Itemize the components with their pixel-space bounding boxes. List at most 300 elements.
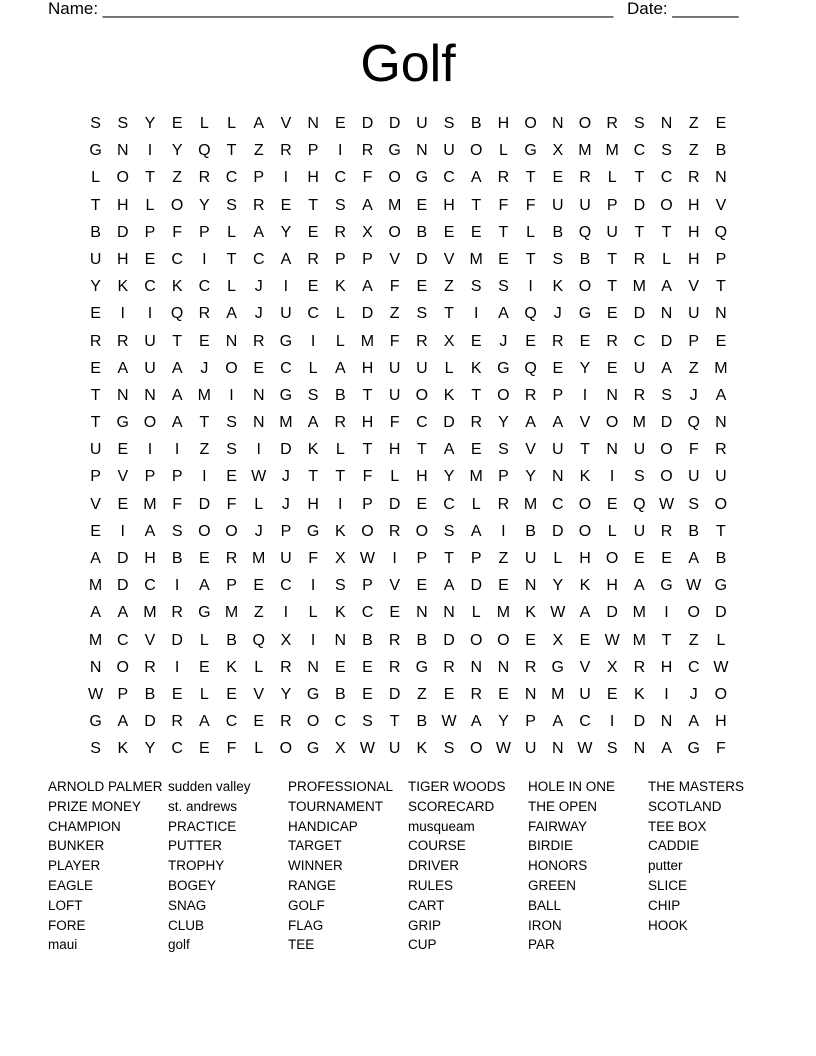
word-bank-item xyxy=(648,935,768,955)
grid-letter: E xyxy=(389,604,400,622)
grid-letter: W xyxy=(713,658,729,676)
grid-letter: D xyxy=(633,305,646,323)
grid-letter: I xyxy=(229,386,234,404)
grid-letter: C xyxy=(280,359,292,377)
word-bank-item: PUTTER xyxy=(168,838,222,854)
grid-letter: R xyxy=(524,386,537,404)
grid-letter: D xyxy=(606,604,618,622)
grid-letter: R xyxy=(198,305,211,323)
grid-letter: O xyxy=(605,550,619,567)
grid-letter: A xyxy=(253,115,265,132)
grid-letter: M xyxy=(632,631,646,649)
grid-letter: N xyxy=(416,142,428,160)
grid-letter: R xyxy=(633,658,646,676)
grid-letter: E xyxy=(199,332,210,350)
grid-letter: A xyxy=(552,414,564,432)
grid-letter: F xyxy=(362,468,373,486)
grid-letter: C xyxy=(579,713,591,731)
word-bank-item: IRON xyxy=(528,917,562,933)
grid-letter: T xyxy=(525,169,536,187)
grid-letter: S xyxy=(470,278,482,296)
grid-letter: G xyxy=(415,658,429,676)
word-bank-item: FORE xyxy=(48,917,86,933)
grid-letter: Y xyxy=(443,468,455,486)
grid-letter: O xyxy=(143,414,157,432)
word-bank-item: TEE BOX xyxy=(648,818,707,834)
grid-letter: W xyxy=(577,740,593,758)
grid-letter: G xyxy=(279,386,293,404)
grid-letter: H xyxy=(416,468,428,486)
grid-letter: X xyxy=(443,332,455,350)
grid-letter: T xyxy=(498,223,509,241)
grid-letter: C xyxy=(334,169,347,187)
grid-letter: F xyxy=(389,278,400,296)
grid-letter: O xyxy=(198,522,211,540)
grid-letter: E xyxy=(199,740,210,758)
grid-letter: B xyxy=(579,250,591,268)
grid-letter: A xyxy=(443,441,455,459)
grid-letter: P xyxy=(199,223,210,241)
word-bank-item: FAIRWAY xyxy=(528,818,588,834)
grid-letter: S xyxy=(498,441,509,459)
grid-letter: D xyxy=(443,414,455,432)
grid-letter: U xyxy=(552,196,564,214)
word-bank-item: RANGE xyxy=(288,877,337,893)
word-bank-item: sudden valley xyxy=(168,779,251,794)
grid-letter: Y xyxy=(144,115,156,132)
word-bank-item: musqueam xyxy=(408,818,475,834)
grid-letter: S xyxy=(443,740,455,758)
grid-letter: I xyxy=(392,550,397,567)
word-bank-item: CHIP xyxy=(648,897,681,913)
grid-letter: W xyxy=(686,577,702,595)
grid-letter: Y xyxy=(90,278,101,296)
grid-letter: C xyxy=(660,169,673,187)
grid-letter: E xyxy=(117,495,129,513)
grid-letter: R xyxy=(388,631,401,649)
grid-letter: S xyxy=(90,740,101,758)
grid-letter: S xyxy=(226,196,237,214)
grid-letter: Y xyxy=(280,223,292,241)
grid-letter: R xyxy=(687,169,700,187)
grid-letter: C xyxy=(552,495,564,513)
grid-letter: P xyxy=(416,550,428,567)
grid-letter: B xyxy=(416,713,428,731)
grid-letter: T xyxy=(362,441,373,459)
grid-letter: T xyxy=(716,522,726,540)
grid-letter: E xyxy=(606,305,618,323)
grid-letter: G xyxy=(89,713,102,731)
grid-letter: D xyxy=(280,441,292,459)
grid-letter: A xyxy=(715,386,727,404)
grid-letter: O xyxy=(116,169,129,187)
grid-letter: T xyxy=(661,223,672,241)
grid-letter: A xyxy=(199,577,210,595)
grid-letter: K xyxy=(334,522,346,540)
grid-letter: U xyxy=(280,305,292,323)
grid-letter: G xyxy=(551,658,564,676)
grid-letter: M xyxy=(224,604,239,622)
grid-letter: E xyxy=(606,685,618,703)
grid-letter: L xyxy=(227,223,236,241)
word-bank-item: LOFT xyxy=(48,897,83,913)
grid-letter: A xyxy=(144,522,156,540)
grid-letter: D xyxy=(660,332,673,350)
grid-letter: I xyxy=(202,468,207,486)
grid-letter: F xyxy=(389,414,400,432)
grid-letter: Z xyxy=(444,278,454,296)
grid-letter: M xyxy=(496,604,511,622)
grid-letter: L xyxy=(254,495,264,513)
grid-letter: N xyxy=(606,386,618,404)
grid-letter: V xyxy=(389,577,400,595)
grid-letter: E xyxy=(443,685,455,703)
grid-letter: E xyxy=(199,550,210,567)
grid-letter: E xyxy=(199,658,210,676)
grid-letter: X xyxy=(552,631,564,649)
grid-letter: U xyxy=(388,359,401,377)
grid-letter: E xyxy=(552,169,564,187)
grid-letter: R xyxy=(660,522,673,540)
grid-letter: N xyxy=(524,577,537,595)
grid-letter: Z xyxy=(688,115,699,132)
grid-letter: C xyxy=(252,250,265,268)
grid-letter: T xyxy=(716,278,726,296)
grid-letter: V xyxy=(579,658,591,676)
grid-letter: M xyxy=(360,332,375,350)
grid-letter: H xyxy=(361,414,374,432)
grid-letter: D xyxy=(117,550,129,567)
grid-letter: N xyxy=(715,414,727,432)
grid-letter: G xyxy=(714,577,728,595)
word-bank-item: RULES xyxy=(408,877,454,893)
grid-letter: M xyxy=(279,414,293,432)
grid-letter: H xyxy=(307,495,319,513)
grid-letter: R xyxy=(334,414,347,432)
grid-letter: G xyxy=(578,305,592,323)
word-bank-item: CUP xyxy=(408,937,437,953)
grid-letter: P xyxy=(362,495,373,513)
grid-letter: R xyxy=(416,332,428,350)
grid-letter: I xyxy=(283,278,289,296)
grid-letter: E xyxy=(443,223,455,241)
grid-letter: T xyxy=(199,414,210,432)
grid-letter: R xyxy=(443,658,455,676)
grid-letter: R xyxy=(633,386,646,404)
grid-letter: P xyxy=(144,468,156,486)
word-bank-item: HOOK xyxy=(648,917,688,933)
grid-letter: J xyxy=(689,386,698,404)
grid-letter: I xyxy=(338,495,343,513)
grid-letter: T xyxy=(335,468,346,486)
grid-letter: W xyxy=(495,740,511,758)
grid-letter: K xyxy=(334,604,346,622)
grid-letter: O xyxy=(687,604,700,622)
grid-letter: Q xyxy=(170,305,184,323)
grid-letter: E xyxy=(416,495,428,513)
word-bank-item: BALL xyxy=(528,897,562,913)
grid-letter: Q xyxy=(524,359,537,377)
grid-letter: D xyxy=(388,685,401,703)
grid-letter: M xyxy=(143,495,157,513)
grid-letter: R xyxy=(552,332,564,350)
grid-letter: Y xyxy=(144,740,156,758)
grid-letter: O xyxy=(714,685,728,703)
grid-letter: Y xyxy=(171,142,183,160)
grid-letter: G xyxy=(306,685,320,703)
grid-letter: E xyxy=(226,468,237,486)
grid-letter: E xyxy=(416,278,428,296)
grid-letter: D xyxy=(388,115,401,132)
grid-letter: M xyxy=(143,604,157,622)
grid-letter: T xyxy=(226,142,237,160)
grid-letter: E xyxy=(171,115,183,132)
grid-letter: P xyxy=(688,332,700,350)
grid-letter: K xyxy=(443,386,455,404)
word-bank-item: FLAG xyxy=(288,917,324,933)
grid-letter: T xyxy=(444,305,454,323)
grid-letter: C xyxy=(633,142,646,160)
grid-letter: T xyxy=(580,441,590,459)
word-bank-item: HOLE IN ONE xyxy=(528,779,616,794)
grid-letter: H xyxy=(443,196,455,214)
grid-letter: S xyxy=(552,250,564,268)
grid-letter: Z xyxy=(253,604,264,622)
grid-letter: X xyxy=(552,142,564,160)
word-bank-item: st. andrews xyxy=(168,798,238,814)
grid-letter: S xyxy=(226,414,237,432)
grid-letter: E xyxy=(171,685,183,703)
grid-letter: X xyxy=(362,223,373,241)
grid-letter: V xyxy=(253,685,265,703)
grid-letter: L xyxy=(390,468,400,486)
grid-letter: O xyxy=(524,115,537,132)
grid-letter: U xyxy=(416,359,428,377)
grid-letter: F xyxy=(172,223,183,241)
grid-letter: I xyxy=(609,468,615,486)
grid-letter: N xyxy=(307,658,319,676)
grid-letter: R xyxy=(361,142,374,160)
grid-letter: S xyxy=(443,115,455,132)
grid-letter: L xyxy=(91,169,101,187)
grid-letter: A xyxy=(634,577,645,595)
grid-letter: K xyxy=(117,278,129,296)
grid-letter: V xyxy=(688,278,700,296)
grid-letter: B xyxy=(470,115,482,132)
word-bank-item: GREEN xyxy=(528,877,577,893)
grid-letter: Z xyxy=(199,441,210,459)
grid-letter: N xyxy=(552,740,564,758)
word-bank-item: SCORECARD xyxy=(408,798,495,814)
grid-letter: T xyxy=(389,713,400,731)
grid-letter: N xyxy=(416,604,428,622)
word-bank-item: HONORS xyxy=(528,858,588,874)
grid-letter: T xyxy=(607,278,618,296)
grid-letter: N xyxy=(252,414,265,432)
grid-letter: O xyxy=(469,631,483,649)
grid-letter: O xyxy=(605,414,619,432)
grid-letter: D xyxy=(117,223,129,241)
grid-letter: O xyxy=(497,631,510,649)
grid-letter: H xyxy=(388,441,401,459)
grid-letter: T xyxy=(634,223,645,241)
grid-letter: C xyxy=(307,305,319,323)
grid-letter: L xyxy=(199,115,209,132)
grid-letter: V xyxy=(90,495,101,513)
word-bank-item: THE MASTERS xyxy=(648,779,745,794)
grid-letter: A xyxy=(498,305,509,323)
grid-letter: U xyxy=(144,359,156,377)
grid-letter: A xyxy=(199,713,210,731)
grid-letter: J xyxy=(254,305,263,323)
grid-letter: B xyxy=(171,550,183,567)
word-bank-item: BUNKER xyxy=(48,838,105,854)
grid-letter: F xyxy=(226,740,237,758)
word-bank-item: TIGER WOODS xyxy=(408,779,506,794)
grid-letter: E xyxy=(552,359,564,377)
grid-letter: S xyxy=(443,522,455,540)
grid-letter: U xyxy=(633,522,646,540)
grid-letter: R xyxy=(198,169,211,187)
grid-letter: R xyxy=(497,169,510,187)
grid-letter: H xyxy=(117,196,129,214)
grid-letter: F xyxy=(498,196,509,214)
grid-letter: Q xyxy=(252,631,265,649)
word-bank-item: THE OPEN xyxy=(528,798,598,814)
grid-letter: E xyxy=(362,685,373,703)
grid-letter: D xyxy=(715,604,727,622)
grid-letter: E xyxy=(715,115,727,132)
grid-letter: E xyxy=(634,550,645,567)
grid-letter: L xyxy=(308,359,318,377)
grid-letter: P xyxy=(470,550,482,567)
grid-letter: D xyxy=(144,713,156,731)
grid-letter: T xyxy=(471,196,482,214)
grid-letter: E xyxy=(307,278,319,296)
grid-letter: I xyxy=(310,577,316,595)
grid-letter: W xyxy=(550,604,566,622)
grid-letter: J xyxy=(553,305,562,323)
grid-letter: O xyxy=(306,713,320,731)
grid-letter: P xyxy=(552,386,564,404)
grid-letter: B xyxy=(144,685,156,703)
grid-letter: E xyxy=(498,685,509,703)
grid-letter: D xyxy=(171,631,183,649)
grid-letter: N xyxy=(252,386,265,404)
grid-letter: P xyxy=(498,468,509,486)
grid-letter: P xyxy=(226,577,237,595)
grid-letter: E xyxy=(606,495,618,513)
grid-letter: P xyxy=(525,713,536,731)
grid-letter: I xyxy=(202,250,207,268)
grid-letter: C xyxy=(225,713,238,731)
grid-letter: A xyxy=(661,278,672,296)
grid-letter: R xyxy=(117,332,129,350)
grid-letter: D xyxy=(443,631,455,649)
grid-letter: L xyxy=(607,522,617,540)
word-bank-item: ARNOLD PALMER xyxy=(48,779,163,794)
grid-letter: E xyxy=(90,359,101,377)
grid-letter: O xyxy=(415,386,429,404)
word-bank-item: PROFESSIONAL xyxy=(288,779,394,794)
grid-letter: E xyxy=(253,577,265,595)
grid-letter: V xyxy=(715,196,727,214)
grid-letter: S xyxy=(606,740,618,758)
grid-letter: G xyxy=(415,169,429,187)
grid-letter: M xyxy=(88,631,103,649)
grid-letter: N xyxy=(307,115,319,132)
grid-letter: O xyxy=(170,196,184,214)
grid-letter: P xyxy=(280,522,292,540)
grid-letter: W xyxy=(604,631,620,649)
word-bank-item: TEE xyxy=(288,937,315,953)
grid-letter: A xyxy=(280,250,292,268)
grid-letter: F xyxy=(688,441,699,459)
grid-letter: O xyxy=(388,223,401,241)
word-bank-item: WINNER xyxy=(288,858,343,874)
grid-letter: N xyxy=(117,386,129,404)
word-bank-item: CADDIE xyxy=(648,838,700,854)
date-field-label: Date: _______ xyxy=(627,0,739,18)
grid-letter: R xyxy=(606,332,618,350)
grid-letter: Z xyxy=(416,685,427,703)
grid-letter: F xyxy=(389,332,400,350)
grid-letter: S xyxy=(171,522,183,540)
grid-letter: Y xyxy=(498,414,509,432)
grid-letter: N xyxy=(715,169,727,187)
grid-letter: L xyxy=(553,550,563,567)
grid-letter: T xyxy=(471,386,482,404)
grid-letter: G xyxy=(198,604,211,622)
grid-letter: A xyxy=(117,713,129,731)
grid-letter: G xyxy=(306,740,320,758)
grid-letter: V xyxy=(117,468,129,486)
grid-letter: W xyxy=(88,685,104,703)
grid-letter: C xyxy=(280,577,292,595)
grid-letter: D xyxy=(388,495,401,513)
grid-letter: E xyxy=(498,250,509,268)
grid-letter: T xyxy=(308,196,318,214)
grid-letter: E xyxy=(307,223,319,241)
grid-letter: C xyxy=(144,278,156,296)
grid-letter: Y xyxy=(525,468,536,486)
grid-letter: I xyxy=(174,441,180,459)
grid-letter: M xyxy=(469,468,483,486)
grid-letter: K xyxy=(525,604,536,622)
grid-letter: A xyxy=(117,604,129,622)
grid-letter: N xyxy=(497,658,510,676)
grid-letter: E xyxy=(334,658,346,676)
grid-letter: A xyxy=(661,740,672,758)
grid-letter: I xyxy=(174,658,180,676)
grid-letter: X xyxy=(334,550,346,567)
grid-letter: A xyxy=(171,386,183,404)
grid-letter: B xyxy=(334,386,346,404)
grid-letter: U xyxy=(579,196,591,214)
grid-letter: L xyxy=(607,169,617,187)
grid-letter: T xyxy=(90,414,101,432)
grid-letter: I xyxy=(582,386,588,404)
grid-letter: L xyxy=(335,332,345,350)
word-bank-item: BOGEY xyxy=(168,877,217,893)
grid-letter: G xyxy=(89,142,102,160)
grid-letter: M xyxy=(551,685,565,703)
grid-letter: R xyxy=(579,169,591,187)
header xyxy=(48,0,748,21)
grid-letter: B xyxy=(416,631,428,649)
grid-letter: T xyxy=(172,332,183,350)
grid-letter: K xyxy=(579,577,591,595)
